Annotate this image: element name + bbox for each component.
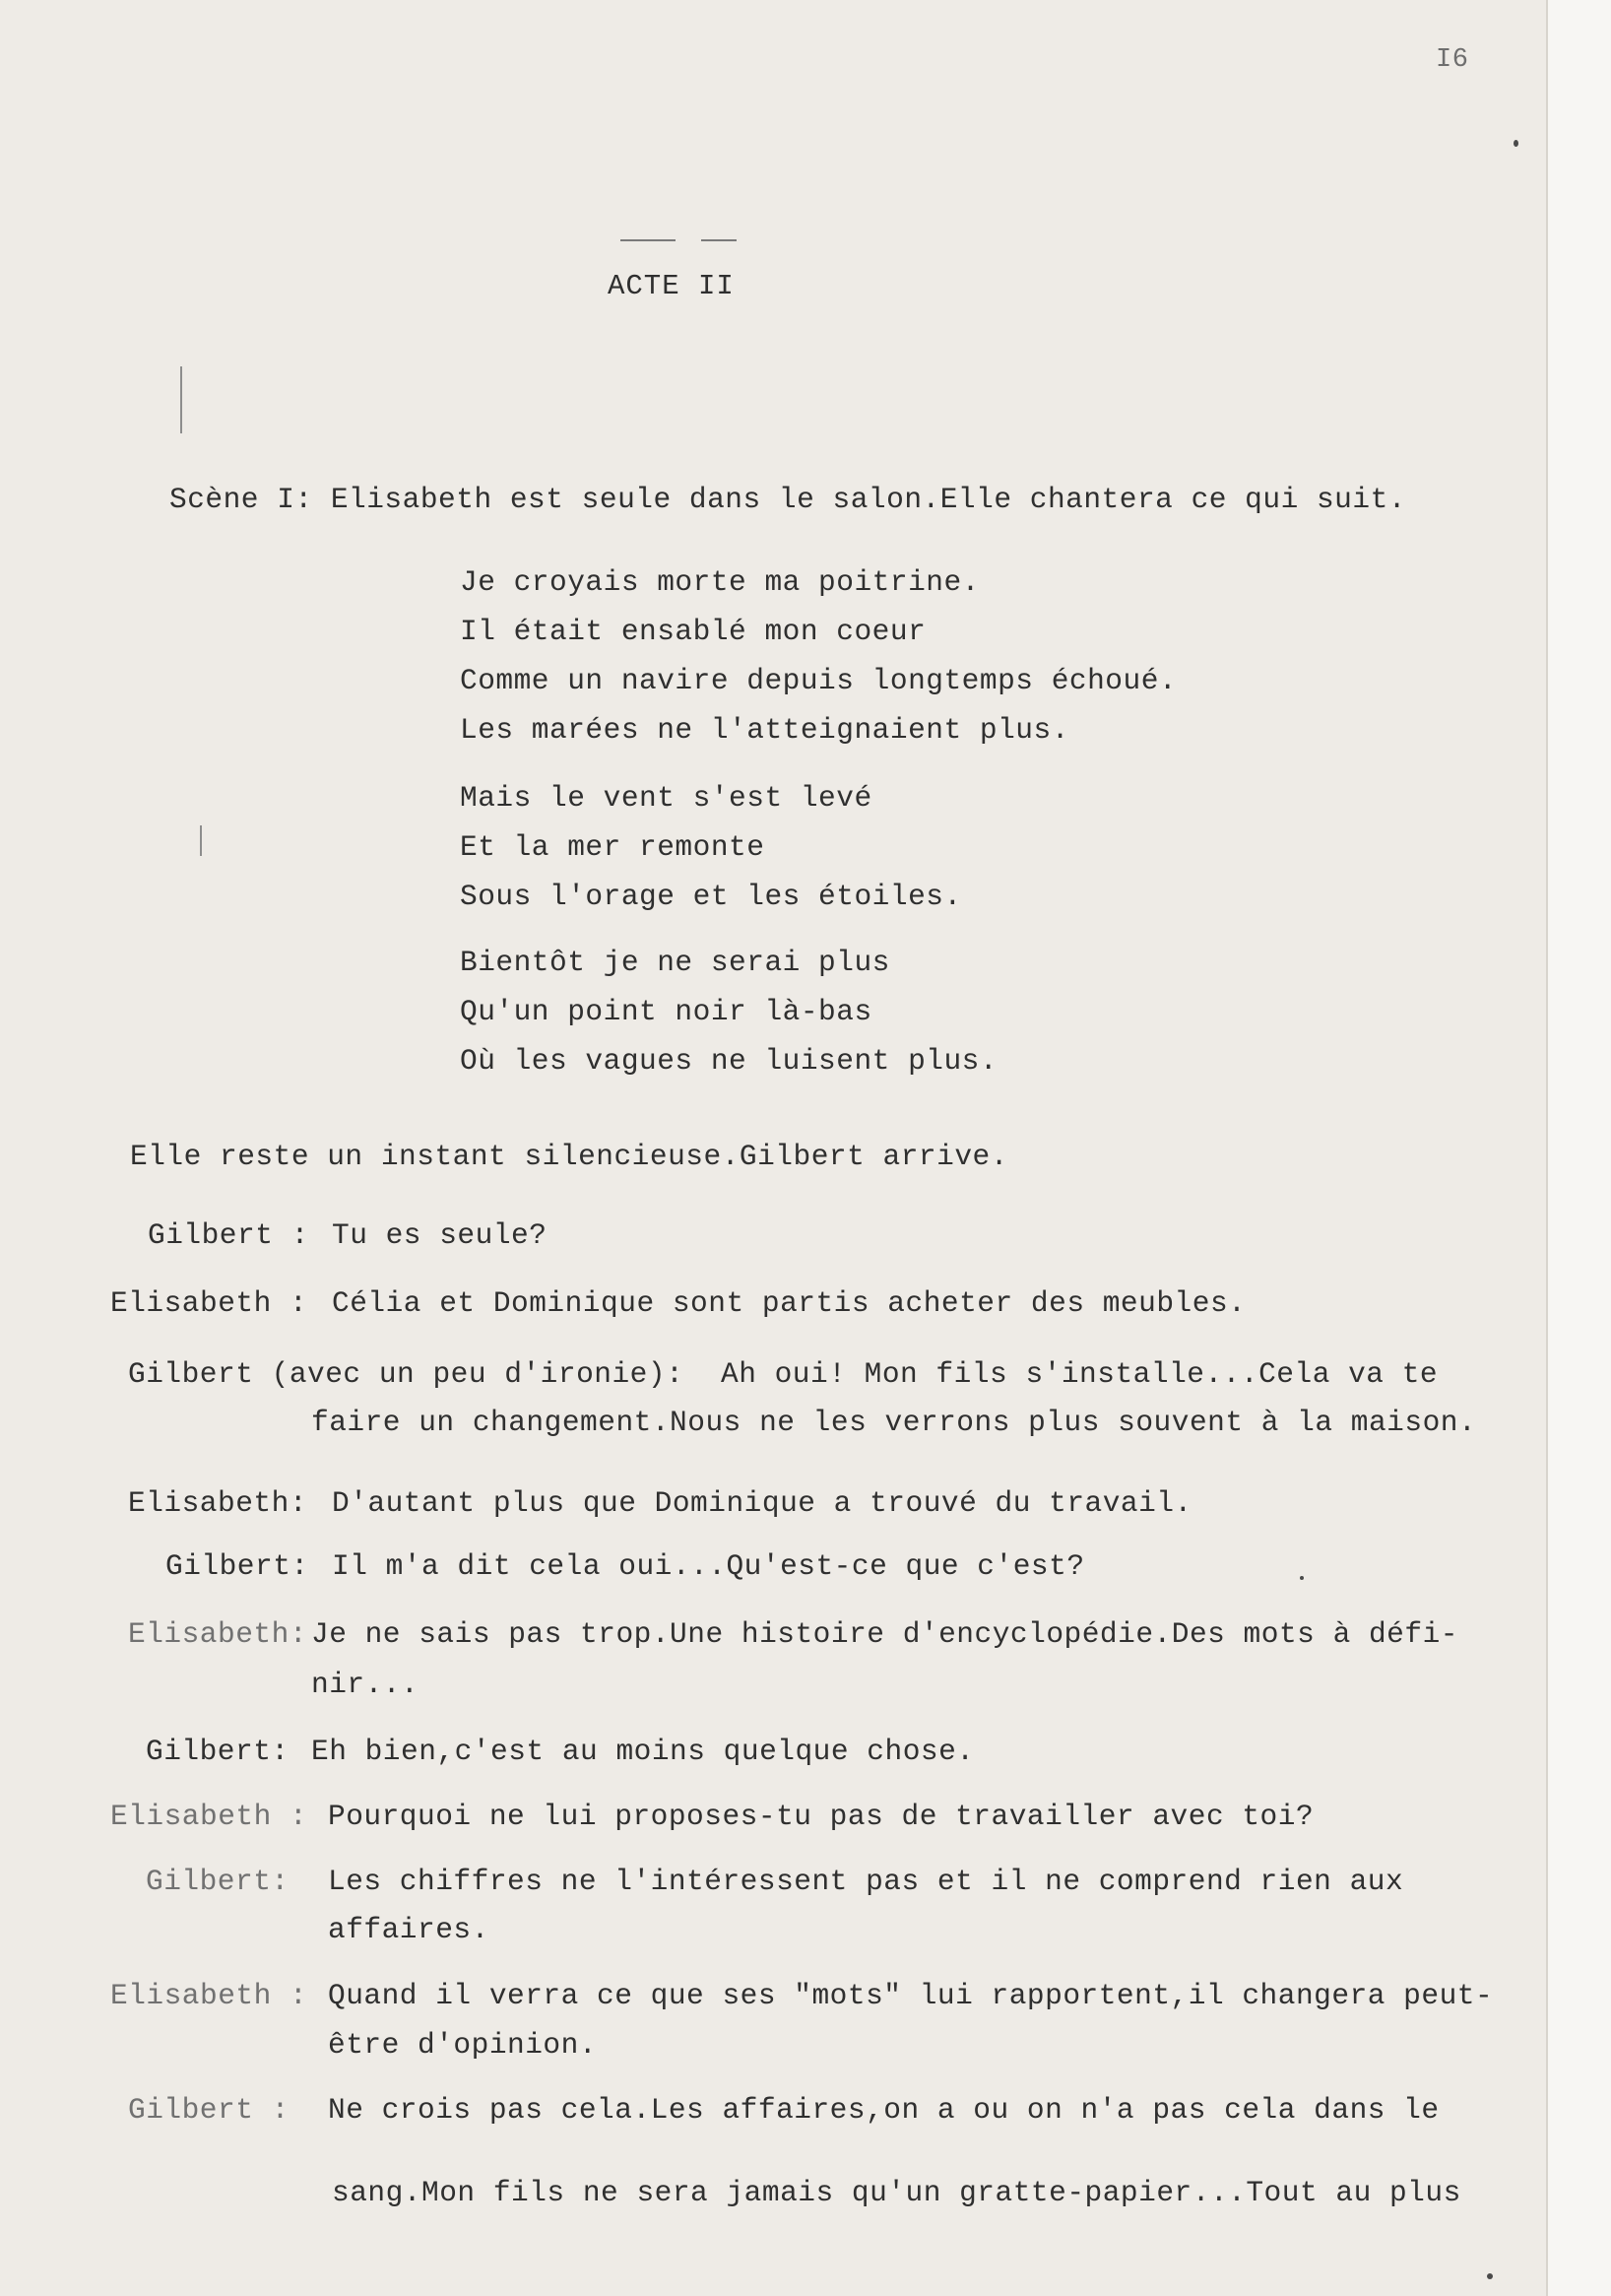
dialogue-line: Les chiffres ne l'intéressent pas et il ne comprend rien aux [328, 1865, 1404, 1898]
dialogue-line: nir... [311, 1668, 419, 1701]
ink-speck [1487, 2273, 1493, 2279]
poem-line: Sous l'orage et les étoiles. [460, 880, 962, 913]
margin-mark [200, 825, 202, 856]
poem-line: Je croyais morte ma poitrine. [460, 565, 980, 599]
poem-line: Il était ensablé mon coeur [460, 615, 927, 648]
ink-speck [1514, 140, 1518, 147]
speaker-label: Gilbert : [148, 1218, 309, 1252]
poem-line: Mais le vent s'est levé [460, 781, 872, 815]
speaker-label: Gilbert : [128, 2093, 290, 2127]
speaker-label: Gilbert (avec un peu d'ironie): [128, 1357, 684, 1391]
margin-mark [180, 366, 182, 433]
speaker-label: Elisabeth : [110, 1979, 308, 2012]
dialogue-line: Eh bien,c'est au moins quelque chose. [311, 1735, 975, 1768]
dialogue-line: Ne crois pas cela.Les affaires,on a ou on n'a pas cela dans le [328, 2093, 1440, 2127]
dialogue-line: Quand il verra ce que ses "mots" lui rapportent,il changera peut- [328, 1979, 1494, 2012]
dialogue-line: être d'opinion. [328, 2028, 598, 2062]
dialogue-line: sang.Mon fils ne sera jamais qu'un gratte-papier...Tout au plus [332, 2176, 1461, 2209]
scene-heading: Scène I: Elisabeth est seule dans le salon.Elle chantera ce qui suit. [169, 483, 1406, 516]
speaker-label: Gilbert: [165, 1549, 309, 1583]
speaker-label: Elisabeth : [110, 1286, 308, 1320]
page-number: I6 [1436, 45, 1469, 75]
speaker-label: Elisabeth: [128, 1617, 308, 1651]
poem-line: Où les vagues ne luisent plus. [460, 1044, 999, 1078]
poem-line: Bientôt je ne serai plus [460, 946, 890, 979]
scan-margin [1548, 0, 1611, 2296]
dialogue-line: Ah oui! Mon fils s'installe...Cela va te [721, 1357, 1439, 1391]
poem-line: Comme un navire depuis longtemps échoué. [460, 664, 1178, 697]
speaker-label: Elisabeth: [128, 1486, 308, 1520]
dialogue-line: Je ne sais pas trop.Une histoire d'encyclopédie.Des mots à défi- [311, 1617, 1458, 1651]
dialogue-line: affaires. [328, 1913, 489, 1946]
dialogue-line: D'autant plus que Dominique a trouvé du travail. [332, 1486, 1192, 1520]
act-title: ACTE II [608, 270, 735, 302]
speaker-label: Gilbert: [146, 1865, 290, 1898]
speaker-label: Gilbert: [146, 1735, 290, 1768]
stage-direction: Elle reste un instant silencieuse.Gilbert arrive. [130, 1140, 1008, 1173]
poem-line: Les marées ne l'atteignaient plus. [460, 713, 1069, 747]
dialogue-line: faire un changement.Nous ne les verrons plus souvent à la maison. [311, 1406, 1477, 1439]
dialogue-line: Il m'a dit cela oui...Qu'est-ce que c'est? [332, 1549, 1085, 1583]
poem-line: Et la mer remonte [460, 830, 765, 864]
ink-speck [1300, 1576, 1304, 1580]
dialogue-line: Pourquoi ne lui proposes-tu pas de travailler avec toi? [328, 1800, 1315, 1833]
title-mark-left [620, 239, 676, 241]
dialogue-line: Tu es seule? [332, 1218, 548, 1252]
title-mark-right [701, 239, 737, 241]
dialogue-line: Célia et Dominique sont partis acheter des meubles. [332, 1286, 1247, 1320]
poem-line: Qu'un point noir là-bas [460, 995, 872, 1028]
speaker-label: Elisabeth : [110, 1800, 308, 1833]
